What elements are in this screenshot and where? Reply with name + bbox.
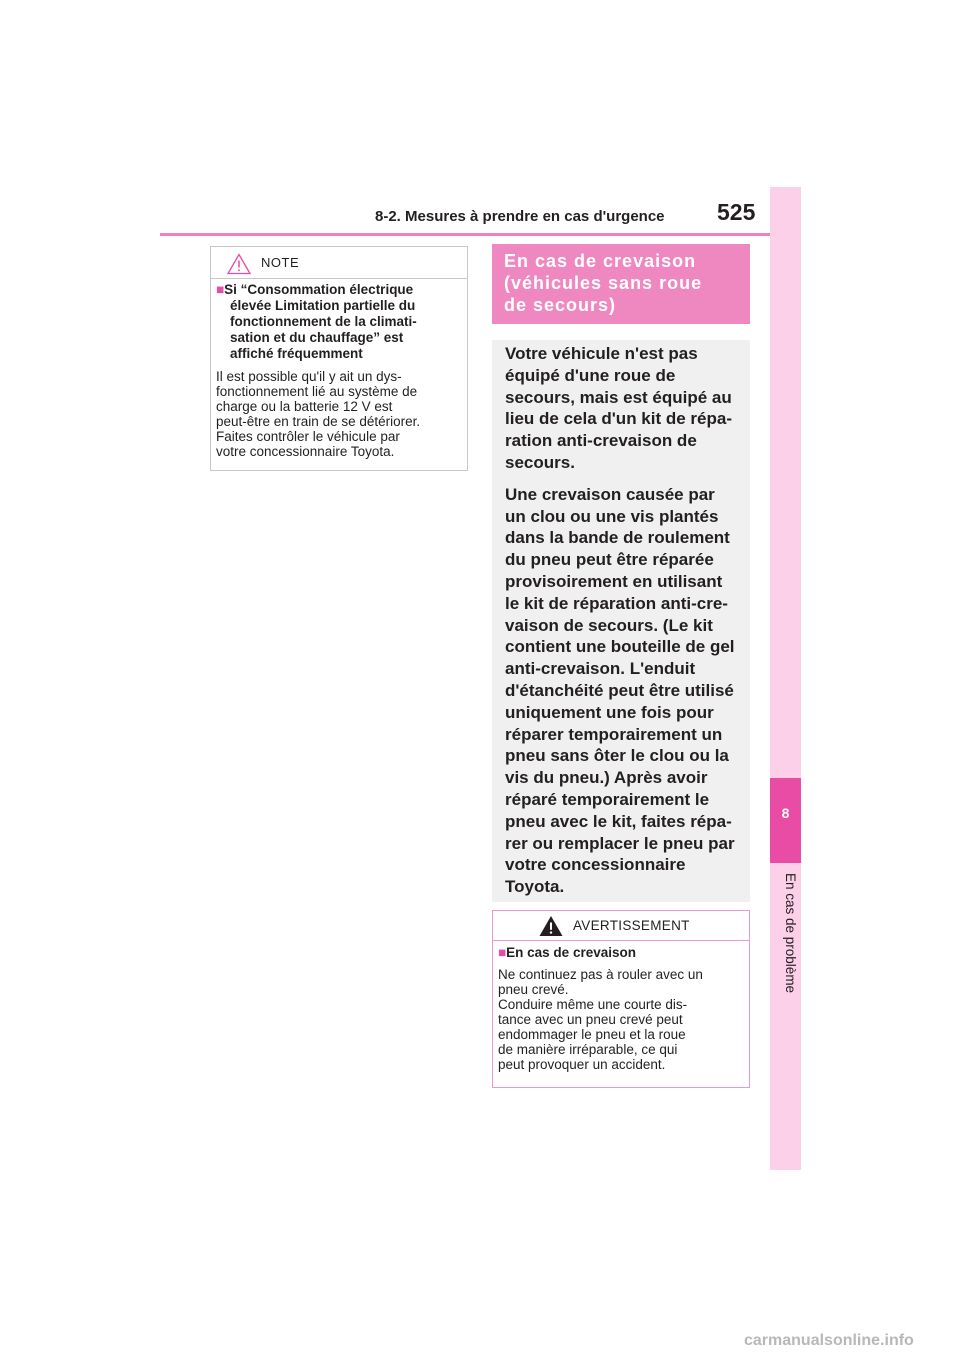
- bullet-square: ■: [498, 945, 507, 960]
- note-header: [211, 247, 467, 279]
- flat-tire-heading: En cas de crevaison (véhicules sans roue de secours): [492, 244, 750, 324]
- note-label: NOTE: [261, 255, 300, 270]
- warning-body: Ne continuez pas à rouler avec un pneu crevé. Conduire même une courte dis- tance avec un pneu crevé peut endommager le pneu et la roue de manière irréparable, ce qui peut provoquer un accident.: [498, 967, 703, 1072]
- warning-box: [492, 910, 750, 1088]
- note-box: [210, 246, 468, 471]
- watermark: carmanualsonline.info: [744, 1332, 914, 1349]
- flat-tire-paragraph-2: Une crevaison causée par un clou ou une vis plantés dans la bande de roulement du pneu peut être réparée provisoirement en utilisant le kit de réparation anti-cre- vaison de secours. (Le kit contient une bouteille de gel anti-crevaison. L'enduit d'étanchéité peut être utilisé uniquement une fois pour réparer temporairement un pneu sans ôter le clou ou la vis du pneu.) Après avoir réparé temporairement le pneu avec le kit, faites répa- rer ou remplacer le pneu par votre concessionnaire Toyota.: [505, 484, 735, 897]
- warning-triangle-icon: [539, 915, 563, 937]
- flat-tire-body: [492, 340, 750, 902]
- note-subtitle: ■Si “Consommation électrique élevée Limitation partielle du fonctionnement de la climati- sation et du chauffage” est affiché fréquemment: [216, 282, 417, 361]
- chapter-number: 8: [781, 805, 790, 821]
- warning-header: [493, 911, 749, 941]
- warning-subtitle: ■En cas de crevaison: [498, 945, 636, 960]
- warning-label: AVERTISSEMENT: [573, 918, 690, 933]
- page-number: 525: [717, 199, 756, 225]
- chapter-title: En cas de problème: [783, 873, 798, 994]
- header-rule: [160, 233, 770, 236]
- note-body: Il est possible qu'il y ait un dys- fonctionnement lié au système de charge ou la batterie 12 V est peut-être en train de se détériorer. Faites contrôler le véhicule par votre concessionnaire Toyota.: [216, 369, 421, 459]
- caution-triangle-icon: [227, 253, 251, 275]
- section-title: 8-2. Mesures à prendre en cas d'urgence: [375, 208, 665, 225]
- bullet-square: ■: [216, 282, 225, 297]
- flat-tire-paragraph-1: Votre véhicule n'est pas équipé d'une roue de secours, mais est équipé au lieu de cela d'un kit de répa- ration anti-crevaison de secours.: [505, 344, 732, 472]
